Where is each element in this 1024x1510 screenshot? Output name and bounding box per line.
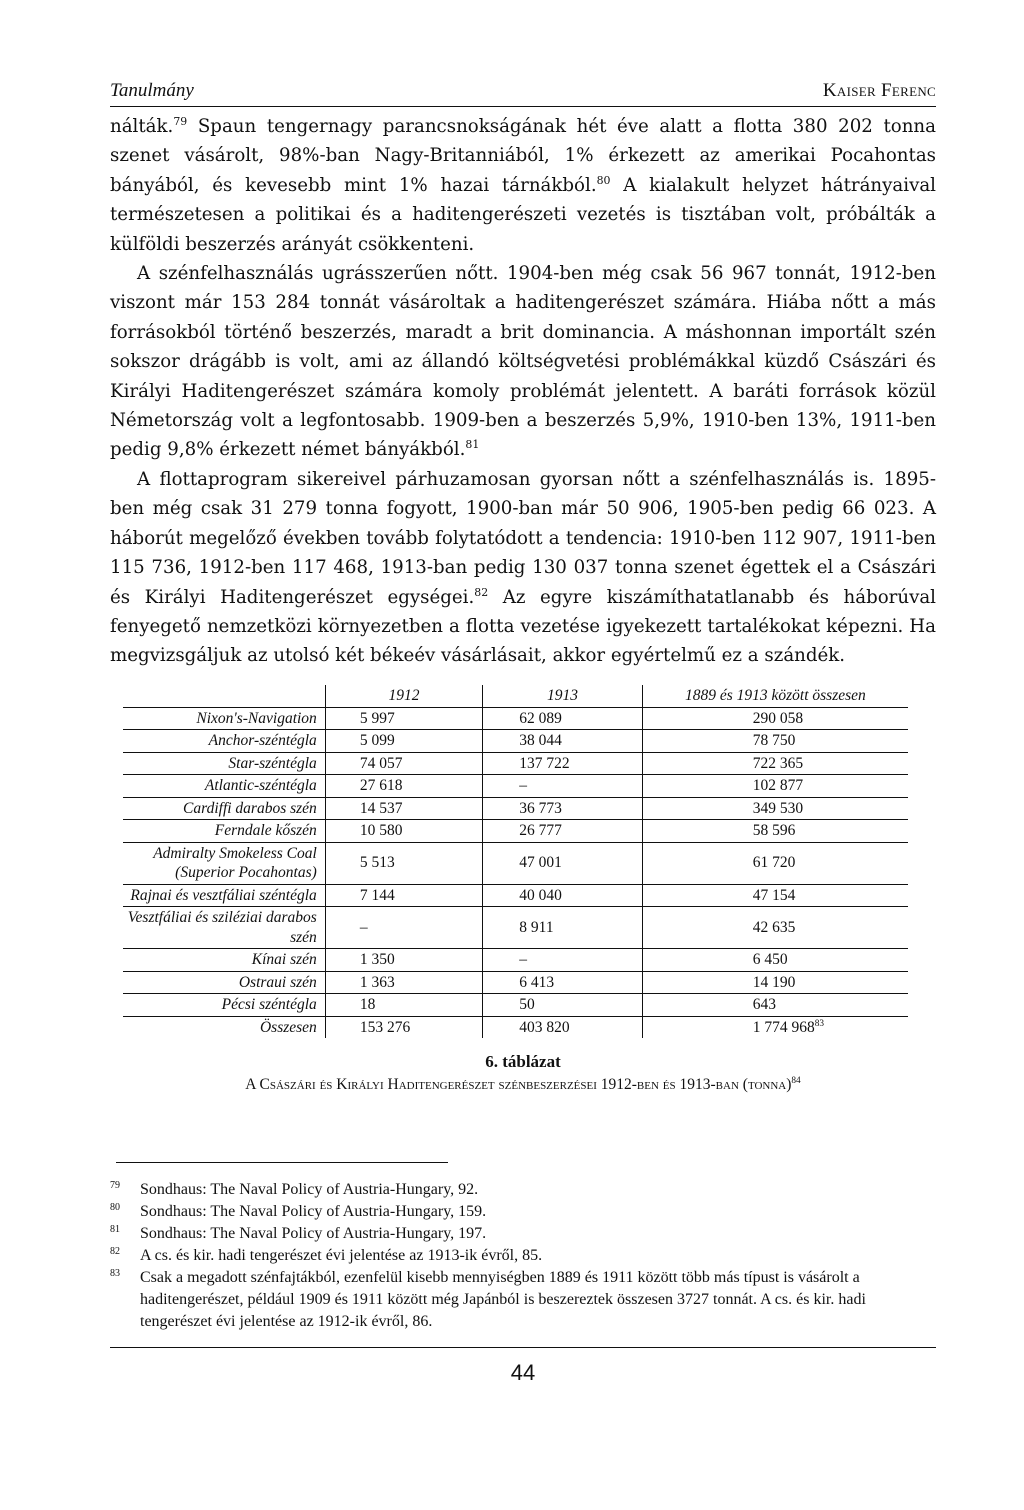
footnote-text: Sondhaus: The Naval Policy of Austria-Hungary, 92.	[140, 1181, 479, 1199]
table-row	[123, 842, 908, 884]
table-row	[123, 994, 908, 1017]
value-total: 349 530	[642, 797, 908, 820]
footnote	[110, 1223, 936, 1245]
value-total: 78 750	[642, 730, 908, 753]
value-total: 6 450	[642, 949, 908, 972]
row-label: Ostraui szén	[123, 971, 325, 994]
running-header	[110, 80, 936, 107]
table-row	[123, 971, 908, 994]
row-label: Vesztfáliai és sziléziai darabos szén	[123, 907, 325, 949]
footnotes	[110, 1179, 936, 1333]
table-row	[123, 884, 908, 907]
footnote-ref[interactable]: 83	[814, 1018, 825, 1029]
table-row	[123, 707, 908, 730]
footnote-ref[interactable]: 81	[465, 438, 480, 452]
value-total: 14 190	[642, 971, 908, 994]
footnote	[110, 1245, 936, 1267]
value-1912: 5 513	[325, 842, 482, 884]
value-total: 643	[642, 994, 908, 1017]
page-number: 44	[510, 1360, 536, 1386]
value-total: 61 720	[642, 842, 908, 884]
value-1913: 6 413	[483, 971, 642, 994]
footnote-text: Sondhaus: The Naval Policy of Austria-Hungary, 159.	[140, 1203, 487, 1221]
bottom-divider	[110, 1347, 936, 1348]
table-row	[123, 949, 908, 972]
footnote-mark: 79	[110, 1180, 120, 1192]
value-1913: 8 911	[483, 907, 642, 949]
row-label: Cardiffi darabos szén	[123, 797, 325, 820]
value-1913: 137 722	[483, 752, 642, 775]
header-section: Tanulmány	[110, 80, 194, 101]
value-1913: 40 040	[483, 884, 642, 907]
table-header-total: 1889 és 1913 között összesen	[642, 685, 908, 708]
table-row	[123, 907, 908, 949]
paragraph: nálták.$^{79}$ Spaun tengernagy parancsnokságának hét éve alatt a flotta 380 202 tonna szenet vásárolt, 98%-ban Nagy-Britanniából, 1% érkezett az amerikai Pocahontas bányából, és kevesebb mint 1% hazai tárnákból.$^{80}$ A kialakult helyzet hátrányaival természetesen a politikai és a haditengerészeti vezetés is tisztában volt, próbálták a külföldi beszerzés arányát csökkenteni.	[110, 114, 937, 255]
table-header-blank	[123, 685, 325, 708]
table-header-row	[123, 685, 908, 708]
value-1912: 27 618	[325, 775, 482, 798]
row-label: Összesen	[259, 1018, 317, 1036]
value-1912: 18	[325, 994, 482, 1017]
value-1912: 74 057	[325, 752, 482, 775]
footnote-text: A cs. és kir. hadi tengerészet évi jelentése az 1913-ik évről, 85.	[140, 1247, 543, 1265]
value-1913: 36 773	[483, 797, 642, 820]
table-number: 6. táblázat	[485, 1052, 561, 1072]
footnote-text: Sondhaus: The Naval Policy of Austria-Hungary, 197.	[140, 1225, 487, 1243]
footnote-ref[interactable]: 84	[791, 1076, 801, 1087]
value-1913: 38 044	[483, 730, 642, 753]
table-title: A Császári és Királyi Haditengerészet szénbeszerzései 1912-ben és 1913-ban (tonna)$^{84}$	[245, 1076, 801, 1094]
value-1912: 5 099	[325, 730, 482, 753]
table-row	[123, 775, 908, 798]
value-total: 47 154	[642, 884, 908, 907]
value-1913: 26 777	[483, 820, 642, 843]
page	[110, 80, 936, 1386]
value-total: 42 635	[642, 907, 908, 949]
value-1913: 403 820	[483, 1016, 642, 1038]
table-header-1912: 1912	[325, 685, 482, 708]
footnote	[110, 1267, 936, 1333]
row-label: Pécsi széntégla	[123, 994, 325, 1017]
footnote	[110, 1179, 936, 1201]
body-text	[110, 112, 936, 671]
value-1913: 62 089	[483, 707, 642, 730]
row-label: Star-széntégla	[123, 752, 325, 775]
value-total: 722 365	[642, 752, 908, 775]
footnote-ref[interactable]: 82	[474, 585, 489, 599]
value-1912: 153 276	[325, 1016, 482, 1038]
table-header-1913: 1913	[483, 685, 642, 708]
row-label: Anchor-széntégla	[123, 730, 325, 753]
value-1913: 47 001	[483, 842, 642, 884]
footnote-ref[interactable]: 79	[173, 114, 188, 128]
value-1912: –	[325, 907, 482, 949]
paragraph: A szénfelhasználás ugrásszerűen nőtt. 1904-ben még csak 56 967 tonnát, 1912-ben viszont már 153 284 tonnát vásároltak a haditengerészet számára. Hiába nőtt a más forrásokból történő beszerzés, maradt a brit dominancia. A máshonnan importált szén sokszor drágább is volt, ami az állandó költségvetési problémákkal küzdő Császári és Királyi Haditengerészet számára komoly problémát jelentett. A baráti források közül Németország volt a legfontosabb. 1909-ben a beszerzés 5,9%, 1910-ben 13%, 1911-ben pedig 9,8% érkezett német bányákból.$^{81}$	[110, 263, 936, 461]
value-1913: –	[483, 949, 642, 972]
value-total: 102 877	[642, 775, 908, 798]
value-1912: 10 580	[325, 820, 482, 843]
value-1912: 1 350	[325, 949, 482, 972]
header-author: Kaiser Ferenc	[822, 80, 936, 101]
row-label: Rajnai és vesztfáliai széntégla	[123, 884, 325, 907]
table-row	[123, 1016, 908, 1038]
footnote-text: Csak a megadott szénfajtákból, ezenfelül kisebb mennyiségben 1889 és 1911 között több más típust is vásárolt a haditengerészet, például 1909 és 1911 között még Japánból is beszereztek összesen 3727 tonnát. A cs. és kir. hadi tengerészet évi jelentése az 1912-ik évről, 86.	[140, 1269, 866, 1331]
value-total: 58 596	[642, 820, 908, 843]
footnote-divider	[116, 1162, 448, 1163]
value-1912: 7 144	[325, 884, 482, 907]
value-total: 1 774 $968^{83}$	[642, 1016, 908, 1038]
table-caption	[110, 1052, 936, 1094]
footnote-mark: 83	[110, 1268, 120, 1280]
value-total: 290 058	[642, 707, 908, 730]
table-row	[123, 730, 908, 753]
row-label: Atlantic-széntégla	[123, 775, 325, 798]
footnote	[110, 1201, 936, 1223]
value-1913: 50	[483, 994, 642, 1017]
table-row	[123, 797, 908, 820]
footnote-mark: 82	[110, 1246, 120, 1258]
row-label: Ferndale kőszén	[123, 820, 325, 843]
table-row	[123, 820, 908, 843]
footnote-mark: 81	[110, 1224, 120, 1236]
value-1912: 1 363	[325, 971, 482, 994]
value-1912: 14 537	[325, 797, 482, 820]
value-1912: 5 997	[325, 707, 482, 730]
footnote-mark: 80	[110, 1202, 120, 1214]
row-label: Kínai szén	[123, 949, 325, 972]
row-label: Nixon's-Navigation	[123, 707, 325, 730]
row-label: Admiralty Smokeless Coal (Superior Pocahontas)	[123, 842, 325, 884]
value-1913: –	[483, 775, 642, 798]
footnote-ref[interactable]: 80	[596, 173, 611, 187]
table-row	[123, 752, 908, 775]
paragraph: A flottaprogram sikereivel párhuzamosan gyorsan nőtt a szénfelhasználás is. 1895-ben még csak 31 279 tonna fogyott, 1900-ban már 50 906, 1905-ben pedig 66 023. A háborút megelőző években tovább folytatódott a tendencia: 1910-ben 112 907, 1911-ben 115 736, 1912-ben 117 468, 1913-ban pedig 130 037 tonna szenet égettek el a Császári és Királyi Haditengerészet egységei.$^{82}$ Az egyre kiszámíthatatlanabb és háborúval fenyegető nemzetközi környezetben a flotta vezetése igyekezett tartalékokat képezni. Ha megvizsgáljuk az utolsó két békeév vásárlásait, akkor egyértelmű ez a szándék.	[110, 468, 937, 667]
coal-table	[123, 685, 908, 1039]
